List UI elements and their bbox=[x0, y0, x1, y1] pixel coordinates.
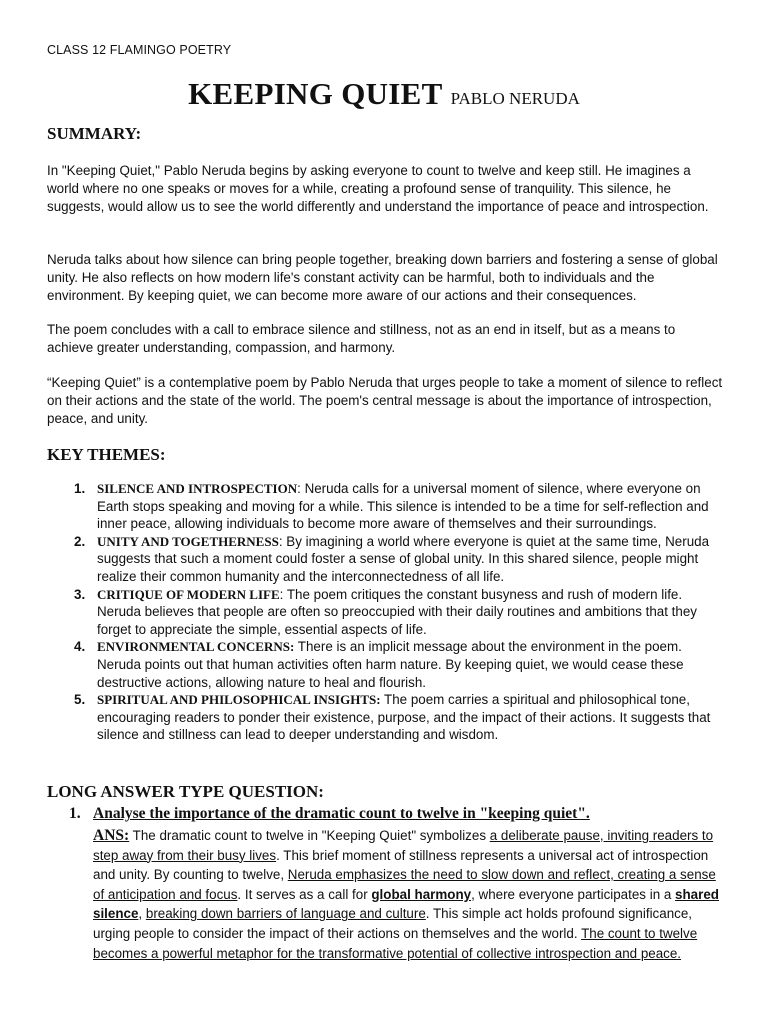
theme-separator: : bbox=[279, 586, 284, 602]
summary-heading: SUMMARY: bbox=[47, 124, 142, 143]
theme-separator: : bbox=[297, 481, 301, 496]
page-title: KEEPING QUIET bbox=[188, 76, 443, 111]
theme-text: The poem critiques the constant busyness and rush of modern life. Neruda believes that people are often so preoccupied with their daily routines and ambitions that they forget to appreciate the simple, essential aspects of life. bbox=[97, 586, 697, 637]
theme-term: ENVIRONMENTAL CONCERNS: bbox=[97, 639, 295, 655]
theme-separator: : bbox=[278, 533, 283, 549]
answer-text: , bbox=[138, 906, 146, 922]
summary-paragraph-1: In "Keeping Quiet," Pablo Neruda begins by asking everyone to count to twelve and keep still. He imagines a world where no one speaks or moves for a while, creating a profound sense of tranquility. This silence, he suggests, would allow us to see the world differently and understand the importance of peace and introspection. bbox=[47, 163, 709, 214]
answer-emphasis-text: global harmony bbox=[371, 886, 472, 902]
answer-paragraph bbox=[47, 826, 723, 963]
question-number: 1. bbox=[69, 805, 81, 822]
answer-underlined-text: a deliberate pause, inviting readers to step away from their busy lives bbox=[93, 828, 714, 863]
class-label: CLASS 12 FLAMINGO POETRY bbox=[47, 43, 232, 57]
answer-underlined-text: breaking down barriers of language and culture bbox=[145, 906, 426, 922]
list-item bbox=[47, 691, 723, 744]
theme-term: CRITIQUE OF MODERN LIFE bbox=[97, 586, 280, 602]
answer-text: The dramatic count to twelve in "Keeping Quiet" symbolizes bbox=[129, 828, 490, 843]
list-number: 4. bbox=[74, 639, 86, 655]
list-number: 1. bbox=[74, 481, 86, 496]
list-item bbox=[47, 533, 723, 586]
theme-term: SILENCE AND INTROSPECTION bbox=[97, 481, 298, 496]
answer-emphasis-text: shared silence bbox=[93, 886, 719, 922]
list-item bbox=[47, 480, 723, 533]
summary-paragraph-2: Neruda talks about how silence can bring people together, breaking down barriers and fostering a sense of global unity. He also reflects on how modern life's constant activity can be harmful, both to individuals and the environment. By keeping quiet, we can become more aware of our actions and their consequences. bbox=[47, 252, 718, 303]
list-item bbox=[47, 638, 723, 691]
author-name: PABLO NERUDA bbox=[450, 89, 580, 108]
answer-text: . This simple act holds profound significance, urging people to consider the impact of their actions on themselves and the world. bbox=[93, 906, 692, 941]
title-row bbox=[0, 76, 768, 112]
themes-heading: KEY THEMES: bbox=[47, 445, 166, 464]
theme-text: The poem carries a spiritual and philosophical tone, encouraging readers to ponder their existence, purpose, and the impact of their actions. It suggests that silence and stillness can lead to deeper understanding and wisdom. bbox=[97, 692, 711, 743]
list-item bbox=[47, 586, 723, 639]
answer-label: ANS: bbox=[93, 827, 130, 844]
question-row bbox=[47, 804, 723, 824]
list-number: 3. bbox=[74, 586, 86, 602]
list-number: 2. bbox=[74, 533, 86, 549]
theme-term: SPIRITUAL AND PHILOSOPHICAL INSIGHTS: bbox=[97, 692, 381, 708]
theme-text: Neruda calls for a universal moment of silence, where everyone on Earth stops speaking and moving for a while. This silence is intended to be a time for self-reflection and inner peace, allowing individuals to become more aware of themselves and their surroundings. bbox=[97, 481, 709, 532]
answer-underlined-text: Neruda emphasizes the need to slow down and reflect, creating a sense of anticipation and focus bbox=[93, 867, 716, 902]
answer-text: , where everyone participates in a bbox=[471, 886, 676, 902]
theme-term: UNITY AND TOGETHERNESS bbox=[97, 533, 279, 549]
themes-list bbox=[47, 480, 723, 744]
theme-text: There is an implicit message about the environment in the poem. Neruda points out that human activities often harm nature. By keeping quiet, we would cease these destructive actions, allowing nature to heal and flourish. bbox=[97, 639, 684, 690]
summary-paragraph-4: “Keeping Quiet” is a contemplative poem by Pablo Neruda that urges people to take a moment of silence to reflect on their actions and the state of the world. The poem's central message is about the importance of introspection, peace, and unity. bbox=[47, 375, 723, 426]
question-text: Analyse the importance of the dramatic count to twelve in "keeping quiet". bbox=[93, 805, 590, 822]
answer-text: . It serves as a call for bbox=[237, 886, 372, 902]
question-block bbox=[47, 804, 723, 963]
long-answer-heading: LONG ANSWER TYPE QUESTION: bbox=[47, 782, 324, 801]
answer-underlined-text: The count to twelve becomes a powerful metaphor for the transformative potential of collective introspection and peace. bbox=[93, 925, 698, 961]
answer-text: . This brief moment of stillness represents a universal act of introspection and unity. By counting to twelve, bbox=[93, 847, 709, 883]
theme-text: By imagining a world where everyone is quiet at the same time, Neruda suggests that such a moment could foster a sense of global unity. In this shared silence, people might realize their common humanity and the interconnectedness of all life. bbox=[97, 533, 710, 584]
summary-paragraph-3: The poem concludes with a call to embrace silence and stillness, not as an end in itself, but as a means to achieve greater understanding, compassion, and harmony. bbox=[47, 322, 676, 355]
list-number: 5. bbox=[74, 692, 86, 708]
